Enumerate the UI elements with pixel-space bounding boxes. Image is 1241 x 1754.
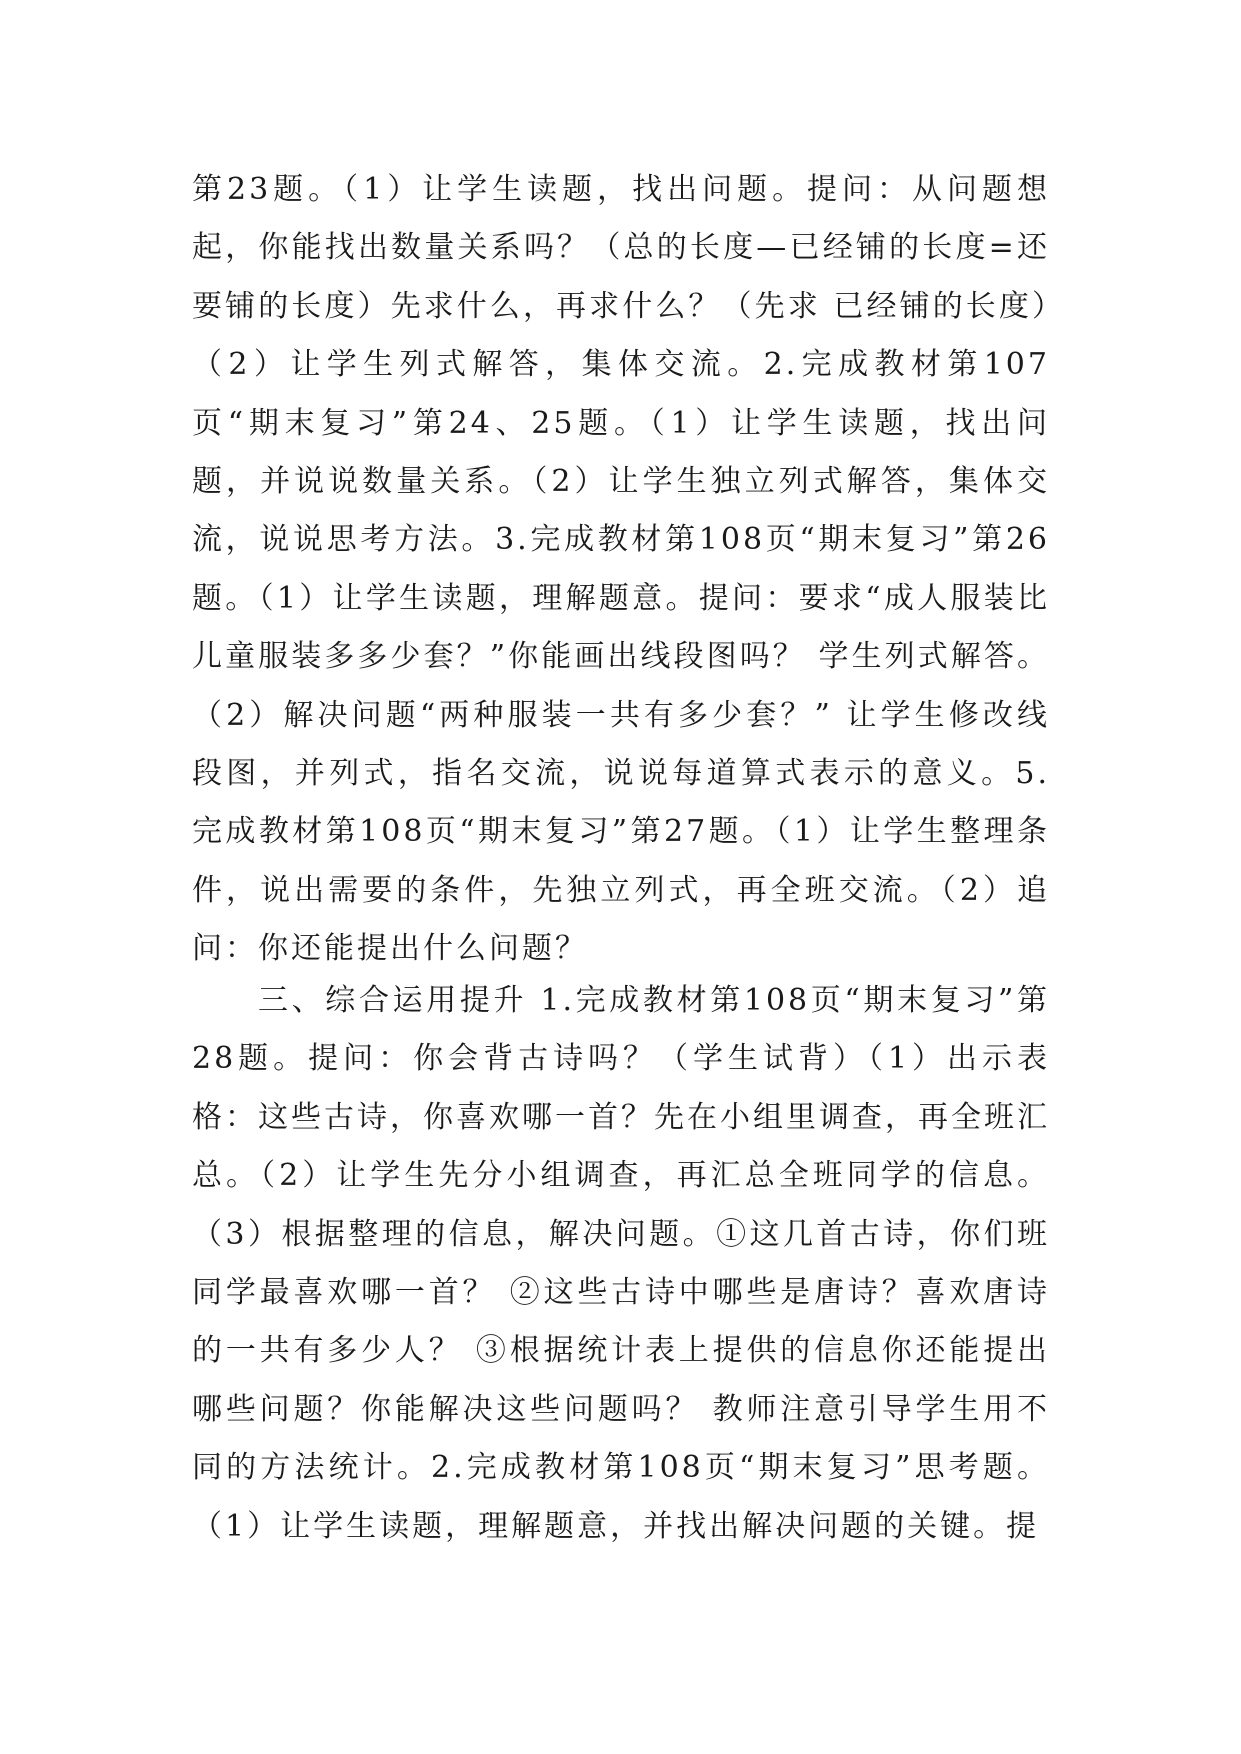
paragraph-comprehensive-application: 三、综合运用提升 1.完成教材第108页“期末复习”第28题。提问：你会背古诗吗？（学生试背）（1）出示表格：这些古诗，你喜欢哪一首？先在小组里调查，再全班汇总。（2）让学生先分小组调查，再汇总全班同学的信息。（3）根据整理的信息，解决问题。①这几首古诗，你们班同学最喜欢哪一首？ ②这些古诗中哪些是唐诗？喜欢唐诗的一共有多少人？ ③根据统计表上提供的信息你还能提出哪些问题？你能解决这些问题吗？ 教师注意引导学生用不同的方法统计。2.完成教材第108页“期末复习”思考题。（1）让学生读题，理解题意，并找出解决问题的关键。提	[192, 983, 1050, 1544]
paragraph-review-exercises: 第23题。（1）让学生读题，找出问题。提问：从问题想起，你能找出数量关系吗？（总的长度—已经铺的长度=还要铺的长度）先求什么，再求什么？（先求 已经铺的长度）（2）让学生列式解答，集体交流。2.完成教材第107页“期末复习”第24、25题。（1）让学生读题，找出问题，并说说数量关系。（2）让学生独立列式解答，集体交流，说说思考方法。3.完成教材第108页“期末复习”第26题。（1）让学生读题，理解题意。提问：要求“成人服装比儿童服装多多少套？”你能画出线段图吗？ 学生列式解答。（2）解决问题“两种服装一共有多少套？” 让学生修改线段图，并列式，指名交流，说说每道算式表示的意义。5.完成教材第108页“期末复习”第27题。（1）让学生整理条件，说出需要的条件，先独立列式，再全班交流。（2）追问：你还能提出什么问题？	[192, 172, 1050, 967]
